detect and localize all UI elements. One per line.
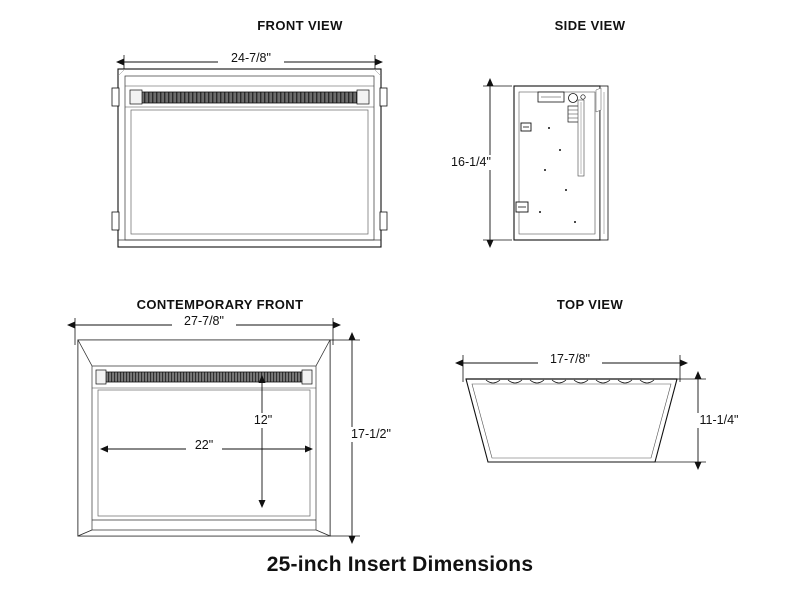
contemporary-front-drawing [75,318,360,536]
contemporary-front-overall-height-label: 17-1/2" [351,427,391,441]
front-view-title: FRONT VIEW [257,18,343,33]
contemporary-front-opening-height-label: 12" [253,413,273,427]
top-view-width-label: 17-7/8" [550,352,590,366]
top-view-drawing [463,355,706,462]
contemporary-front-title: CONTEMPORARY FRONT [136,297,304,312]
side-view-title: SIDE VIEW [554,18,626,33]
side-view-drawing [483,86,608,240]
front-view-width-label: 24-7/8" [231,51,271,65]
contemporary-front-opening-width-label: 22" [194,438,214,452]
side-view-height-label: 16-1/4" [451,155,491,169]
top-view-depth-label: 11-1/4" [699,413,739,427]
figure-title: 25-inch Insert Dimensions [266,553,534,576]
front-view-drawing [112,55,387,247]
contemporary-front-width-label: 27-7/8" [184,314,224,328]
top-view-title: TOP VIEW [556,297,624,312]
